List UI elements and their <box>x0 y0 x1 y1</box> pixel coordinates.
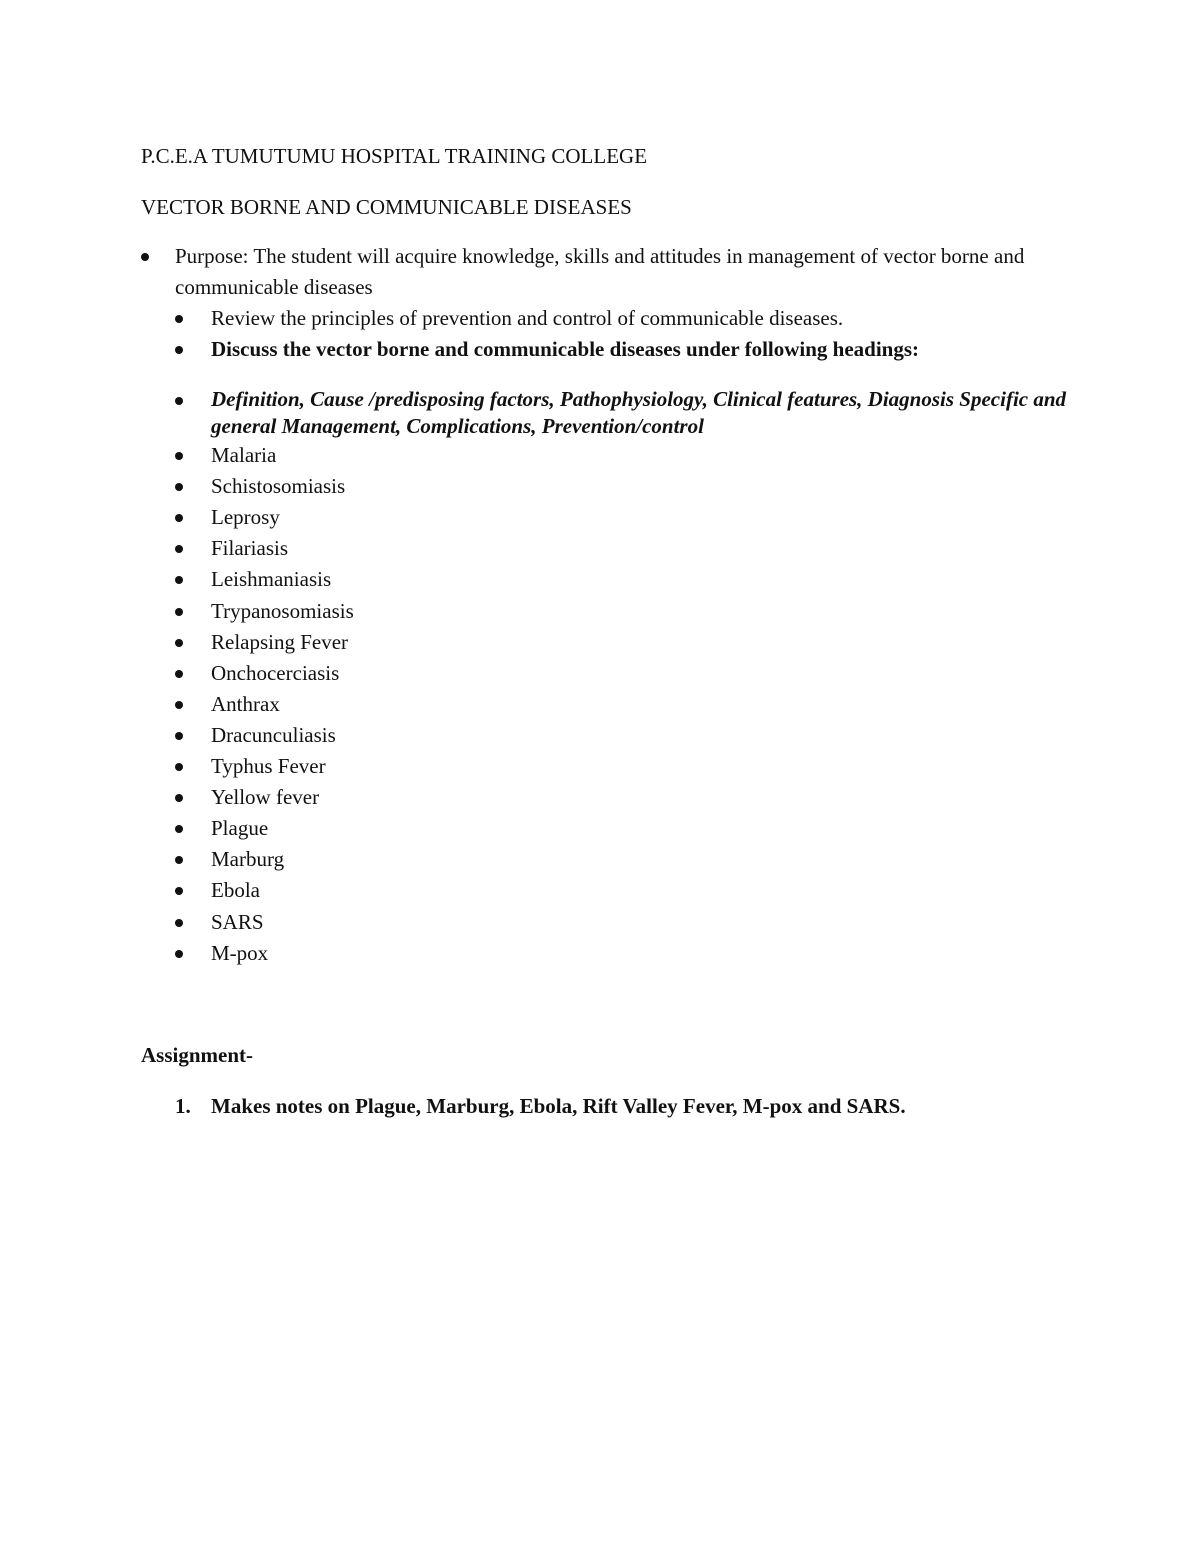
disease-name: Trypanosomiasis <box>211 599 354 623</box>
bullet-icon <box>175 732 183 740</box>
bullet-icon <box>175 576 183 584</box>
bullet-icon <box>175 545 183 553</box>
review-item-text: Review the principles of prevention and control of communicable diseases. <box>211 306 844 330</box>
bullet-icon <box>141 253 149 261</box>
bullet-icon <box>175 670 183 678</box>
disease-name: Dracunculiasis <box>211 723 336 747</box>
disease-name: Relapsing Fever <box>211 630 349 654</box>
bullet-icon <box>175 950 183 958</box>
disease-name: Anthrax <box>211 692 280 716</box>
bullet-icon <box>175 483 183 491</box>
disease-name: Leprosy <box>211 505 280 529</box>
disease-name: Ebola <box>211 878 260 902</box>
bullet-icon <box>175 452 183 460</box>
assignment-heading: Assignment- <box>141 1043 254 1067</box>
bullet-icon <box>175 887 183 895</box>
assignment-text: Makes notes on Plague, Marburg, Ebola, Rift Valley Fever, M-pox and SARS. <box>211 1094 906 1118</box>
bullet-icon <box>175 639 183 647</box>
bullet-icon <box>175 763 183 771</box>
bullet-icon <box>175 397 183 405</box>
headings-item-text: Definition, Cause /predisposing factors, Pathophysiology, Clinical features, Diagnosis Specific and general Management, Complications, Prevention/control <box>211 387 1067 438</box>
disease-name: M-pox <box>211 941 269 965</box>
bullet-icon <box>175 701 183 709</box>
disease-name: Schistosomiasis <box>211 474 346 498</box>
college-name-heading: P.C.E.A TUMUTUMU HOSPITAL TRAINING COLLEGE <box>141 144 648 168</box>
disease-name: Filariasis <box>211 536 288 560</box>
disease-name: Leishmaniasis <box>211 567 332 591</box>
course-title-heading: VECTOR BORNE AND COMMUNICABLE DISEASES <box>141 195 632 219</box>
bullet-icon <box>175 856 183 864</box>
purpose-statement: Purpose: The student will acquire knowledge, skills and attitudes in management of vector borne and communicable diseases <box>175 244 1025 299</box>
assignment-number: 1. <box>175 1094 191 1118</box>
bullet-icon <box>175 608 183 616</box>
bullet-icon <box>175 514 183 522</box>
disease-name: SARS <box>211 910 264 934</box>
disease-name: Plague <box>211 816 269 840</box>
disease-name: Typhus Fever <box>211 754 326 778</box>
disease-name: Onchocerciasis <box>211 661 340 685</box>
bullet-icon <box>175 794 183 802</box>
disease-name: Yellow fever <box>211 785 320 809</box>
disease-name: Malaria <box>211 443 277 467</box>
bullet-icon <box>175 919 183 927</box>
bullet-icon <box>175 825 183 833</box>
bullet-icon <box>175 346 183 354</box>
discuss-item-text: Discuss the vector borne and communicable diseases under following headings: <box>211 337 920 361</box>
disease-name: Marburg <box>211 847 285 871</box>
bullet-icon <box>175 315 183 323</box>
